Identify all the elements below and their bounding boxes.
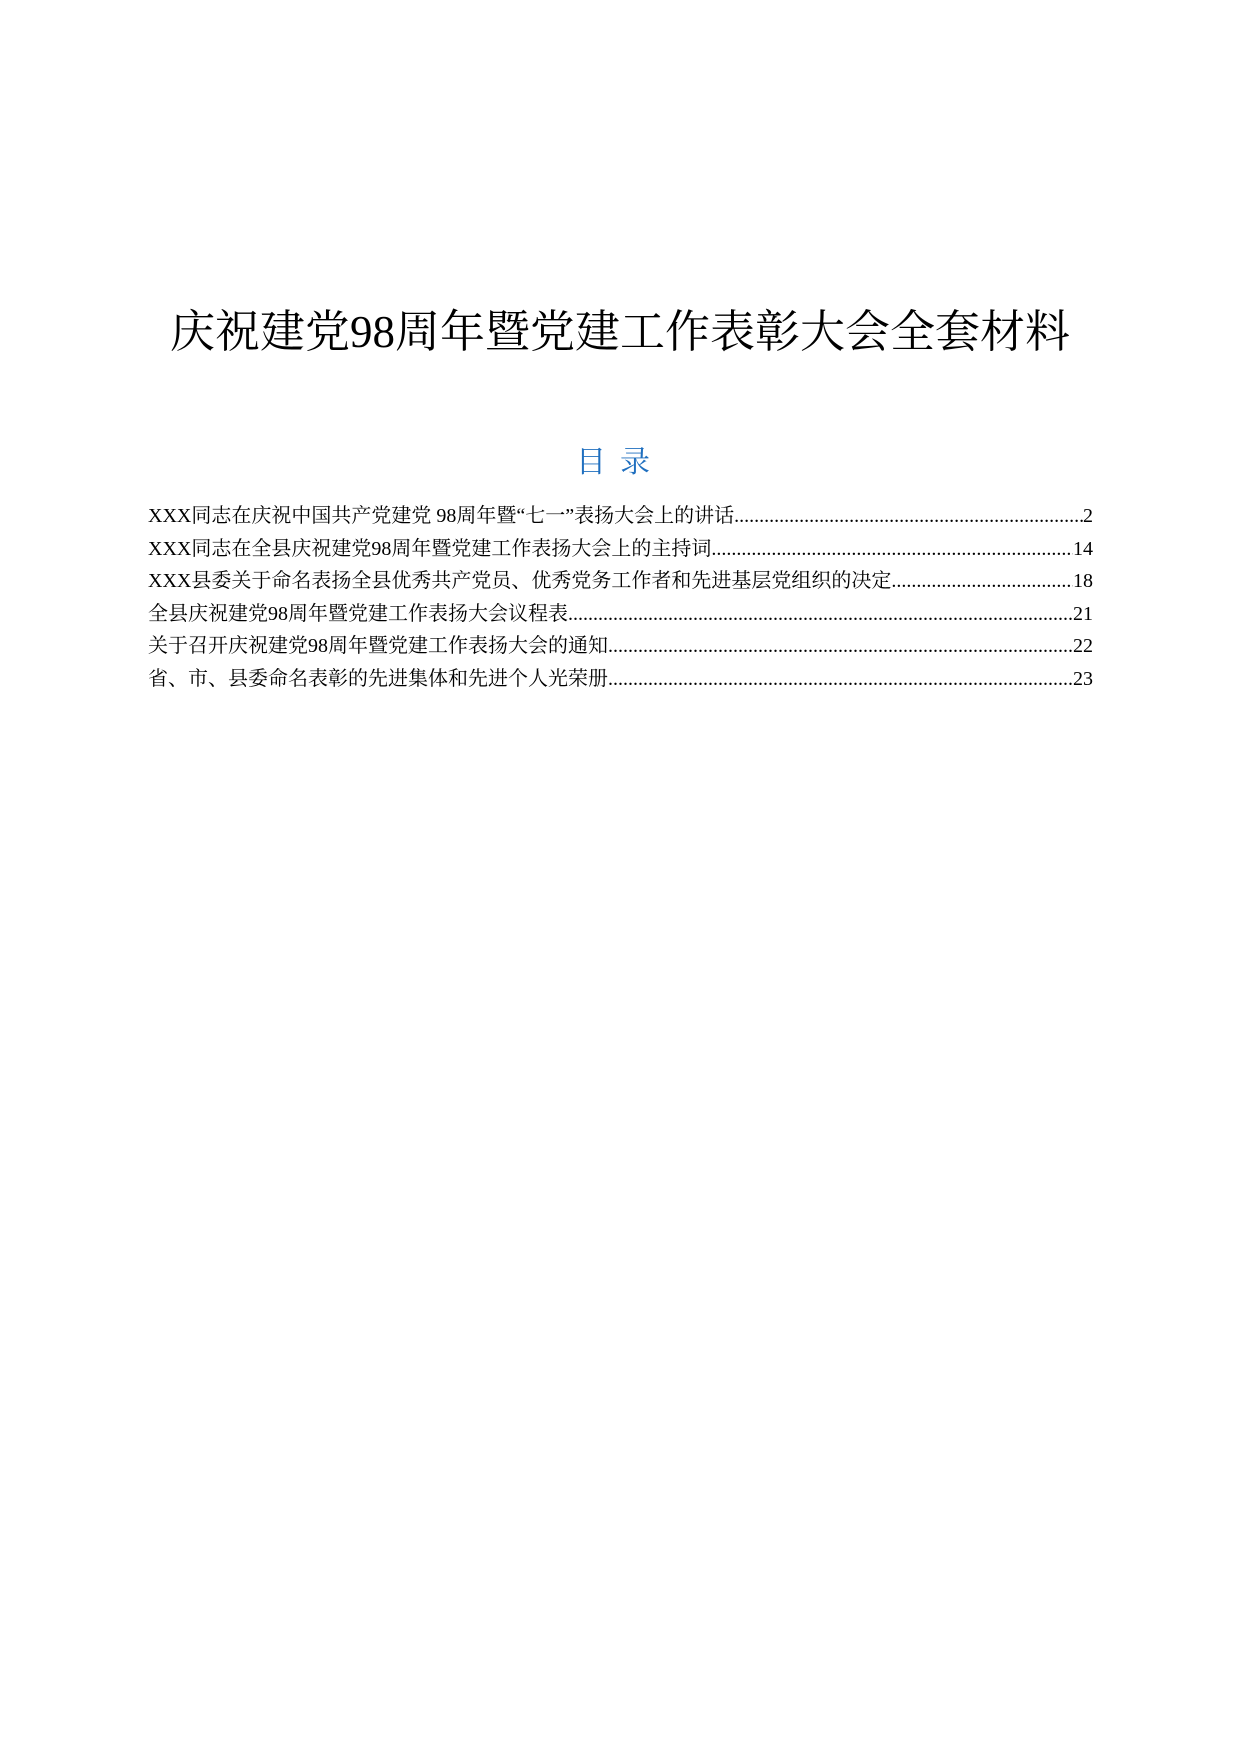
document-title: 庆祝建党98周年暨党建工作表彰大会全套材料 — [169, 307, 1070, 357]
toc-leader-dots — [891, 565, 1073, 598]
toc-entry-page: 2 — [1083, 505, 1093, 527]
toc-entry-title: XXX县委关于命名表扬全县优秀共产党员、优秀党务工作者和先进基层党组织的决定 — [148, 570, 892, 592]
toc-entry[interactable] — [148, 565, 1093, 598]
toc-entry-title: 全县庆祝建党98周年暨党建工作表扬大会议程表 — [148, 602, 568, 625]
toc-entry-title: 省、市、县委命名表彰的先进集体和先进个人光荣册 — [148, 667, 608, 690]
toc-heading: 目录 — [576, 445, 664, 480]
toc-leader-dots — [568, 598, 1073, 631]
table-of-contents — [148, 500, 1093, 695]
toc-entry[interactable] — [148, 533, 1093, 566]
toc-entry-page: 21 — [1073, 602, 1093, 625]
toc-entry-title: XXX同志在庆祝中国共产党建党 98周年暨“七一”表扬大会上的讲话 — [148, 505, 735, 527]
toc-leader-dots — [608, 663, 1073, 696]
toc-leader-dots — [711, 533, 1073, 566]
toc-entry-page: 18 — [1073, 570, 1093, 592]
toc-entry[interactable] — [148, 630, 1093, 663]
toc-entry-page: 14 — [1073, 537, 1093, 560]
toc-entry-page: 23 — [1073, 667, 1093, 690]
toc-entry[interactable] — [148, 663, 1093, 696]
toc-entry[interactable] — [148, 500, 1093, 533]
toc-entry-page: 22 — [1073, 635, 1093, 657]
toc-leader-dots — [608, 630, 1073, 663]
toc-entry[interactable] — [148, 598, 1093, 631]
toc-entry-title: 关于召开庆祝建党98周年暨党建工作表扬大会的通知 — [148, 635, 608, 657]
toc-entry-title: XXX同志在全县庆祝建党98周年暨党建工作表扬大会上的主持词 — [148, 537, 712, 560]
toc-leader-dots — [734, 500, 1083, 533]
